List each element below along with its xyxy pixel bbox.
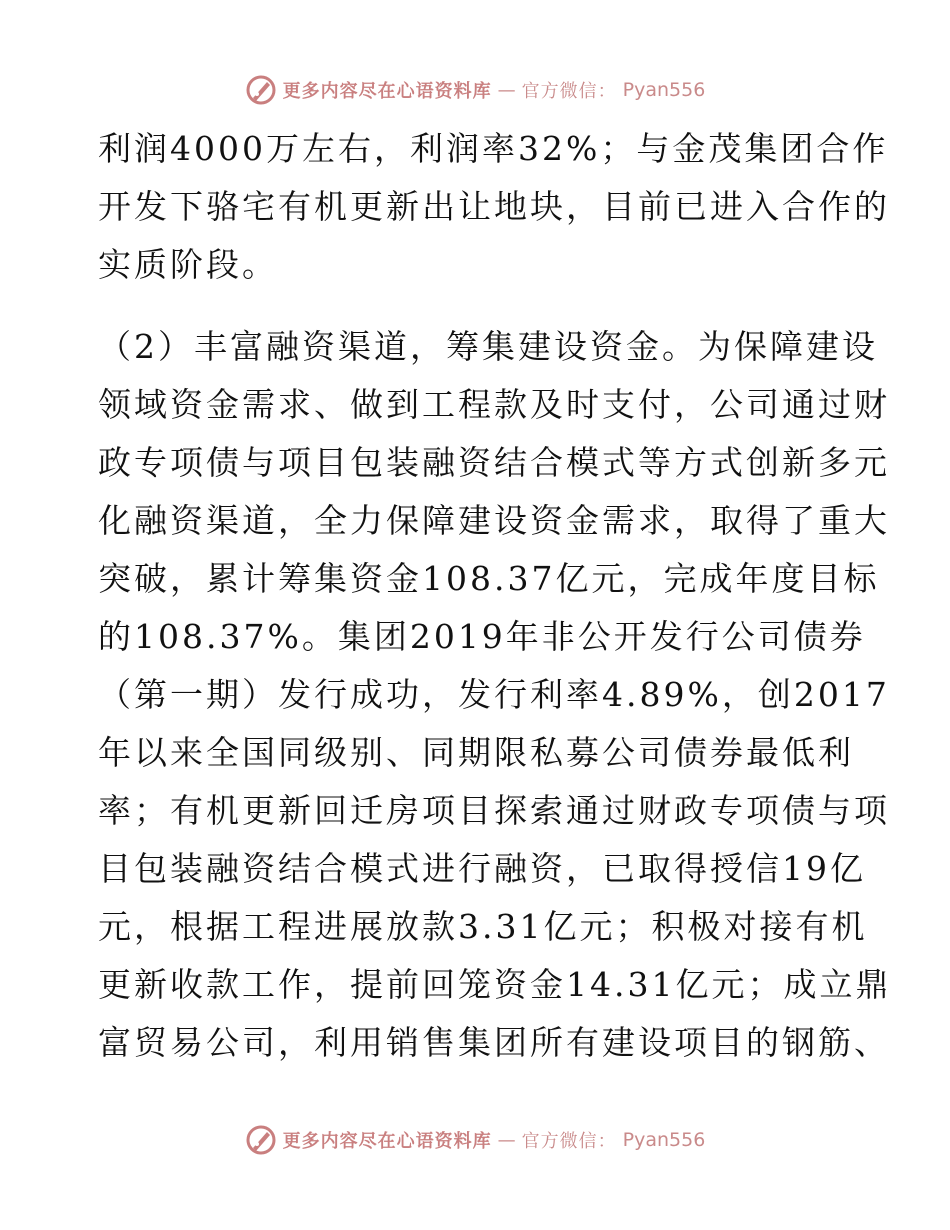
watermark-dash: —	[497, 1129, 516, 1151]
watermark-label: 官方微信：	[521, 1131, 617, 1152]
text-line: 实质阶段。	[98, 245, 278, 284]
text-line: 政专项债与项目包装融资结合模式等方式创新多元	[98, 443, 890, 482]
watermark-brand: 更多内容尽在心语资料库	[282, 1131, 492, 1152]
text-line: 利润4000万左右，利润率32%；与金茂集团合作	[98, 129, 889, 168]
watermark-account: Pyan556	[622, 1129, 706, 1151]
paragraph-1	[98, 120, 890, 294]
text-line: 开发下骆宅有机更新出让地块，目前已进入合作的	[98, 187, 890, 226]
document-body	[98, 120, 892, 1072]
text-line: （第一期）发行成功，发行利率4.89%，创2017	[98, 675, 890, 714]
header-watermark	[0, 74, 950, 106]
text-line: 突破，累计筹集资金108.37亿元，完成年度目标	[98, 559, 880, 598]
footer-watermark	[0, 1124, 950, 1156]
paragraph-2	[98, 318, 892, 1072]
watermark-brand: 更多内容尽在心语资料库	[282, 81, 492, 102]
watermark-label: 官方微信：	[521, 81, 617, 102]
text-line: 化融资渠道，全力保障建设资金需求，取得了重大	[98, 501, 890, 540]
pen-logo-icon	[245, 74, 277, 106]
text-line: 率；有机更新回迁房项目探索通过财政专项债与项	[98, 791, 890, 830]
text-line: 目包装融资结合模式进行融资，已取得授信19亿	[98, 849, 866, 888]
text-line: 年以来全国同级别、同期限私募公司债券最低利	[98, 733, 854, 772]
text-line: 元，根据工程进展放款3.31亿元；积极对接有机	[98, 907, 868, 946]
text-line: 的108.37%。集团2019年非公开发行公司债券	[98, 617, 866, 656]
text-line: 富贸易公司，利用销售集团所有建设项目的钢筋、	[98, 1023, 890, 1062]
watermark-account: Pyan556	[622, 79, 706, 101]
text-line: 更新收款工作，提前回笼资金14.31亿元；成立鼎	[98, 965, 892, 1004]
pen-logo-icon	[245, 1124, 277, 1156]
text-line: （2）丰富融资渠道，筹集建设资金。为保障建设	[98, 327, 878, 366]
watermark-dash: —	[497, 79, 516, 101]
text-line: 领域资金需求、做到工程款及时支付，公司通过财	[98, 385, 890, 424]
